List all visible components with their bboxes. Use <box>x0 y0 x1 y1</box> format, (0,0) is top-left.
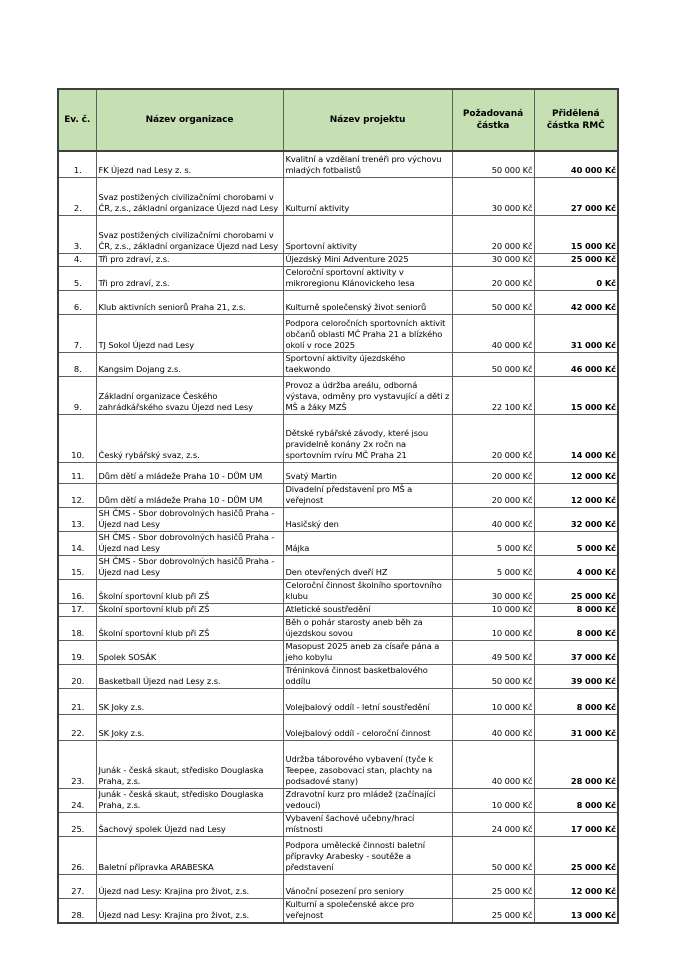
cell-ev-number: 21. <box>58 688 96 714</box>
cell-organization-name: SH ČMS - Sbor dobrovolných hasičů Praha - Újezd nad Lesy <box>96 507 283 531</box>
table-row <box>58 462 618 483</box>
cell-organization-name: SH ČMS - Sbor dobrovolných hasičů Praha - Újezd nad Lesy <box>96 531 283 555</box>
table-row <box>58 151 618 177</box>
cell-requested-amount: 49 500 Kč <box>452 640 534 664</box>
cell-allocated-amount: 28 000 Kč <box>534 740 618 788</box>
cell-ev-number: 17. <box>58 603 96 616</box>
table-row <box>58 507 618 531</box>
cell-ev-number: 1. <box>58 151 96 177</box>
cell-ev-number: 19. <box>58 640 96 664</box>
cell-ev-number: 20. <box>58 664 96 688</box>
cell-ev-number: 15. <box>58 555 96 579</box>
cell-requested-amount: 5 000 Kč <box>452 555 534 579</box>
cell-allocated-amount: 8 000 Kč <box>534 603 618 616</box>
cell-organization-name: Základní organizace Českého zahrádkářského svazu Újezd ned Lesy <box>96 376 283 414</box>
table-row <box>58 483 618 507</box>
table-row <box>58 290 618 314</box>
cell-project-name: Udržba táborového vybavení (tyče k Teepee, zasobovací stan, plachty na podsadové stany) <box>283 740 452 788</box>
table-row <box>58 555 618 579</box>
table-row <box>58 836 618 874</box>
cell-project-name: Hasičský den <box>283 507 452 531</box>
table-row <box>58 253 618 266</box>
table-body <box>58 151 618 923</box>
cell-organization-name: Kangsim Dojang z.s. <box>96 352 283 376</box>
cell-requested-amount: 10 000 Kč <box>452 603 534 616</box>
cell-requested-amount: 10 000 Kč <box>452 788 534 812</box>
cell-ev-number: 12. <box>58 483 96 507</box>
cell-allocated-amount: 40 000 Kč <box>534 151 618 177</box>
cell-requested-amount: 5 000 Kč <box>452 531 534 555</box>
cell-project-name: Běh o pohár starosty aneb běh za újezdskou sovou <box>283 616 452 640</box>
table-row <box>58 812 618 836</box>
cell-allocated-amount: 39 000 Kč <box>534 664 618 688</box>
table-header <box>58 89 618 151</box>
cell-requested-amount: 40 000 Kč <box>452 314 534 352</box>
cell-requested-amount: 40 000 Kč <box>452 740 534 788</box>
cell-organization-name: Tři pro zdraví, z.s. <box>96 253 283 266</box>
cell-project-name: Vybavení šachové učebny/hrací místnosti <box>283 812 452 836</box>
cell-ev-number: 22. <box>58 714 96 740</box>
table-row <box>58 898 618 923</box>
cell-ev-number: 6. <box>58 290 96 314</box>
cell-project-name: Sportovní aktivity <box>283 215 452 253</box>
cell-allocated-amount: 14 000 Kč <box>534 414 618 462</box>
cell-project-name: Kvalitní a vzdělaní trenéři pro výchovu mladých fotbalistů <box>283 151 452 177</box>
cell-organization-name: Školní sportovní klub při ZŠ <box>96 579 283 603</box>
cell-allocated-amount: 42 000 Kč <box>534 290 618 314</box>
cell-organization-name: Klub aktivních seniorů Praha 21, z.s. <box>96 290 283 314</box>
cell-project-name: Masopust 2025 aneb za císaře pána a jeho kobylu <box>283 640 452 664</box>
grants-table <box>57 88 619 924</box>
cell-project-name: Tréninková činnost basketbalového oddílu <box>283 664 452 688</box>
table-row <box>58 376 618 414</box>
cell-requested-amount: 50 000 Kč <box>452 664 534 688</box>
table-row <box>58 616 618 640</box>
table-row <box>58 874 618 898</box>
table-row <box>58 531 618 555</box>
cell-requested-amount: 20 000 Kč <box>452 215 534 253</box>
cell-allocated-amount: 12 000 Kč <box>534 462 618 483</box>
cell-project-name: Vánoční posezení pro seniory <box>283 874 452 898</box>
cell-allocated-amount: 46 000 Kč <box>534 352 618 376</box>
cell-allocated-amount: 32 000 Kč <box>534 507 618 531</box>
cell-ev-number: 26. <box>58 836 96 874</box>
cell-allocated-amount: 13 000 Kč <box>534 898 618 923</box>
cell-ev-number: 2. <box>58 177 96 215</box>
cell-ev-number: 5. <box>58 266 96 290</box>
cell-project-name: Kulturně společenský život seniorů <box>283 290 452 314</box>
table-row <box>58 714 618 740</box>
table-row <box>58 640 618 664</box>
col-header-ev: Ev. č. <box>58 89 96 151</box>
cell-ev-number: 3. <box>58 215 96 253</box>
cell-organization-name: FK Újezd nad Lesy z. s. <box>96 151 283 177</box>
cell-allocated-amount: 5 000 Kč <box>534 531 618 555</box>
cell-allocated-amount: 0 Kč <box>534 266 618 290</box>
cell-requested-amount: 50 000 Kč <box>452 151 534 177</box>
table-row <box>58 215 618 253</box>
col-header-organization: Název organizace <box>96 89 283 151</box>
cell-project-name: Sportovní aktivity újezdského taekwondo <box>283 352 452 376</box>
cell-project-name: Svatý Martin <box>283 462 452 483</box>
col-header-allocated-amount: Přidělená částka RMČ <box>534 89 618 151</box>
cell-allocated-amount: 25 000 Kč <box>534 579 618 603</box>
cell-organization-name: Šachový spolek Újezd nad Lesy <box>96 812 283 836</box>
cell-requested-amount: 20 000 Kč <box>452 414 534 462</box>
cell-allocated-amount: 8 000 Kč <box>534 616 618 640</box>
table-row <box>58 603 618 616</box>
cell-requested-amount: 30 000 Kč <box>452 253 534 266</box>
cell-organization-name: SK Joky z.s. <box>96 714 283 740</box>
cell-requested-amount: 10 000 Kč <box>452 616 534 640</box>
cell-organization-name: Dům dětí a mládeže Praha 10 - DŮM UM <box>96 483 283 507</box>
cell-requested-amount: 40 000 Kč <box>452 507 534 531</box>
cell-project-name: Volejbalový oddíl - letní soustředění <box>283 688 452 714</box>
table-row <box>58 414 618 462</box>
table-row <box>58 177 618 215</box>
cell-organization-name: Spolek SOSÁK <box>96 640 283 664</box>
cell-organization-name: Český rybářský svaz, z.s. <box>96 414 283 462</box>
cell-organization-name: TJ Sokol Újezd nad Lesy <box>96 314 283 352</box>
cell-allocated-amount: 15 000 Kč <box>534 215 618 253</box>
cell-project-name: Celoroční sportovní aktivity v mikroregionu Klánovickeho lesa <box>283 266 452 290</box>
cell-project-name: Májka <box>283 531 452 555</box>
cell-project-name: Újezdský Mini Adventure 2025 <box>283 253 452 266</box>
cell-requested-amount: 20 000 Kč <box>452 266 534 290</box>
cell-ev-number: 14. <box>58 531 96 555</box>
cell-organization-name: Újezd nad Lesy: Krajina pro život, z.s. <box>96 874 283 898</box>
cell-project-name: Dětské rybářské závody, které jsou pravidelně konány 2x ročn na sportovním rvíru MČ Praha 21 <box>283 414 452 462</box>
cell-requested-amount: 30 000 Kč <box>452 579 534 603</box>
cell-project-name: Provoz a údržba areálu, odborná výstava, odměny pro vystavující a děti z MŠ a žáky MZŠ <box>283 376 452 414</box>
cell-requested-amount: 50 000 Kč <box>452 290 534 314</box>
cell-requested-amount: 50 000 Kč <box>452 352 534 376</box>
cell-ev-number: 11. <box>58 462 96 483</box>
cell-requested-amount: 20 000 Kč <box>452 462 534 483</box>
col-header-requested-amount: Požadovaná částka <box>452 89 534 151</box>
cell-allocated-amount: 8 000 Kč <box>534 788 618 812</box>
cell-project-name: Podpora umělecké činnosti baletní přípravky Arabesky - soutěže a představení <box>283 836 452 874</box>
cell-ev-number: 23. <box>58 740 96 788</box>
cell-requested-amount: 30 000 Kč <box>452 177 534 215</box>
col-header-project: Název projektu <box>283 89 452 151</box>
cell-organization-name: Dům dětí a mládeže Praha 10 - DŮM UM <box>96 462 283 483</box>
cell-organization-name: Junák - česká skaut, středisko Douglaska Praha, z.s. <box>96 788 283 812</box>
cell-allocated-amount: 8 000 Kč <box>534 688 618 714</box>
cell-ev-number: 28. <box>58 898 96 923</box>
cell-project-name: Volejbalový oddíl - celoroční činnost <box>283 714 452 740</box>
cell-organization-name: Svaz postižených civilizačními chorobami v ČR, z.s., základní organizace Újezd nad Lesy <box>96 177 283 215</box>
table-row <box>58 788 618 812</box>
cell-allocated-amount: 27 000 Kč <box>534 177 618 215</box>
cell-organization-name: Tři pro zdraví, z.s. <box>96 266 283 290</box>
cell-organization-name: Školní sportovní klub při ZŠ <box>96 603 283 616</box>
cell-ev-number: 7. <box>58 314 96 352</box>
cell-project-name: Kulturní a společenské akce pro veřejnost <box>283 898 452 923</box>
cell-requested-amount: 40 000 Kč <box>452 714 534 740</box>
table-row <box>58 579 618 603</box>
cell-allocated-amount: 4 000 Kč <box>534 555 618 579</box>
cell-ev-number: 16. <box>58 579 96 603</box>
cell-allocated-amount: 31 000 Kč <box>534 314 618 352</box>
cell-requested-amount: 24 000 Kč <box>452 812 534 836</box>
cell-project-name: Celoroční činnost školního sportovního klubu <box>283 579 452 603</box>
cell-project-name: Divadelní představení pro MŠ a veřejnost <box>283 483 452 507</box>
cell-requested-amount: 25 000 Kč <box>452 898 534 923</box>
cell-organization-name: Baletní přípravka ARABESKA <box>96 836 283 874</box>
cell-ev-number: 8. <box>58 352 96 376</box>
cell-ev-number: 13. <box>58 507 96 531</box>
cell-project-name: Zdravotní kurz pro mládež (začínající vedoucí) <box>283 788 452 812</box>
cell-requested-amount: 20 000 Kč <box>452 483 534 507</box>
cell-project-name: Kulturní aktivity <box>283 177 452 215</box>
cell-organization-name: SH ČMS - Sbor dobrovolných hasičů Praha - Újezd nad Lesy <box>96 555 283 579</box>
cell-project-name: Den otevřených dveří HZ <box>283 555 452 579</box>
cell-allocated-amount: 25 000 Kč <box>534 836 618 874</box>
table-row <box>58 740 618 788</box>
cell-ev-number: 9. <box>58 376 96 414</box>
table-row <box>58 688 618 714</box>
cell-organization-name: Školní sportovní klub při ZŠ <box>96 616 283 640</box>
cell-ev-number: 10. <box>58 414 96 462</box>
cell-ev-number: 24. <box>58 788 96 812</box>
cell-requested-amount: 50 000 Kč <box>452 836 534 874</box>
table-row <box>58 266 618 290</box>
cell-organization-name: SK Joky z.s. <box>96 688 283 714</box>
cell-ev-number: 18. <box>58 616 96 640</box>
table-row <box>58 664 618 688</box>
header-row <box>58 89 618 151</box>
cell-requested-amount: 22 100 Kč <box>452 376 534 414</box>
cell-project-name: Podpora celoročních sportovních aktivit občanů oblasti MČ Praha 21 a blízkého okolí v roce 2025 <box>283 314 452 352</box>
table-row <box>58 314 618 352</box>
cell-project-name: Atletické soustředění <box>283 603 452 616</box>
table-row <box>58 352 618 376</box>
cell-allocated-amount: 17 000 Kč <box>534 812 618 836</box>
cell-ev-number: 25. <box>58 812 96 836</box>
cell-allocated-amount: 31 000 Kč <box>534 714 618 740</box>
cell-requested-amount: 10 000 Kč <box>452 688 534 714</box>
cell-allocated-amount: 37 000 Kč <box>534 640 618 664</box>
cell-allocated-amount: 25 000 Kč <box>534 253 618 266</box>
cell-allocated-amount: 12 000 Kč <box>534 874 618 898</box>
cell-ev-number: 27. <box>58 874 96 898</box>
cell-ev-number: 4. <box>58 253 96 266</box>
cell-allocated-amount: 12 000 Kč <box>534 483 618 507</box>
cell-organization-name: Junák - česká skaut, středisko Douglaska Praha, z.s. <box>96 740 283 788</box>
cell-organization-name: Újezd nad Lesy: Krajina pro život, z.s. <box>96 898 283 923</box>
cell-requested-amount: 25 000 Kč <box>452 874 534 898</box>
cell-allocated-amount: 15 000 Kč <box>534 376 618 414</box>
cell-organization-name: Svaz postižených civilizačními chorobami v ČR, z.s., základní organizace Újezd nad Lesy <box>96 215 283 253</box>
cell-organization-name: Basketball Újezd nad Lesy z.s. <box>96 664 283 688</box>
